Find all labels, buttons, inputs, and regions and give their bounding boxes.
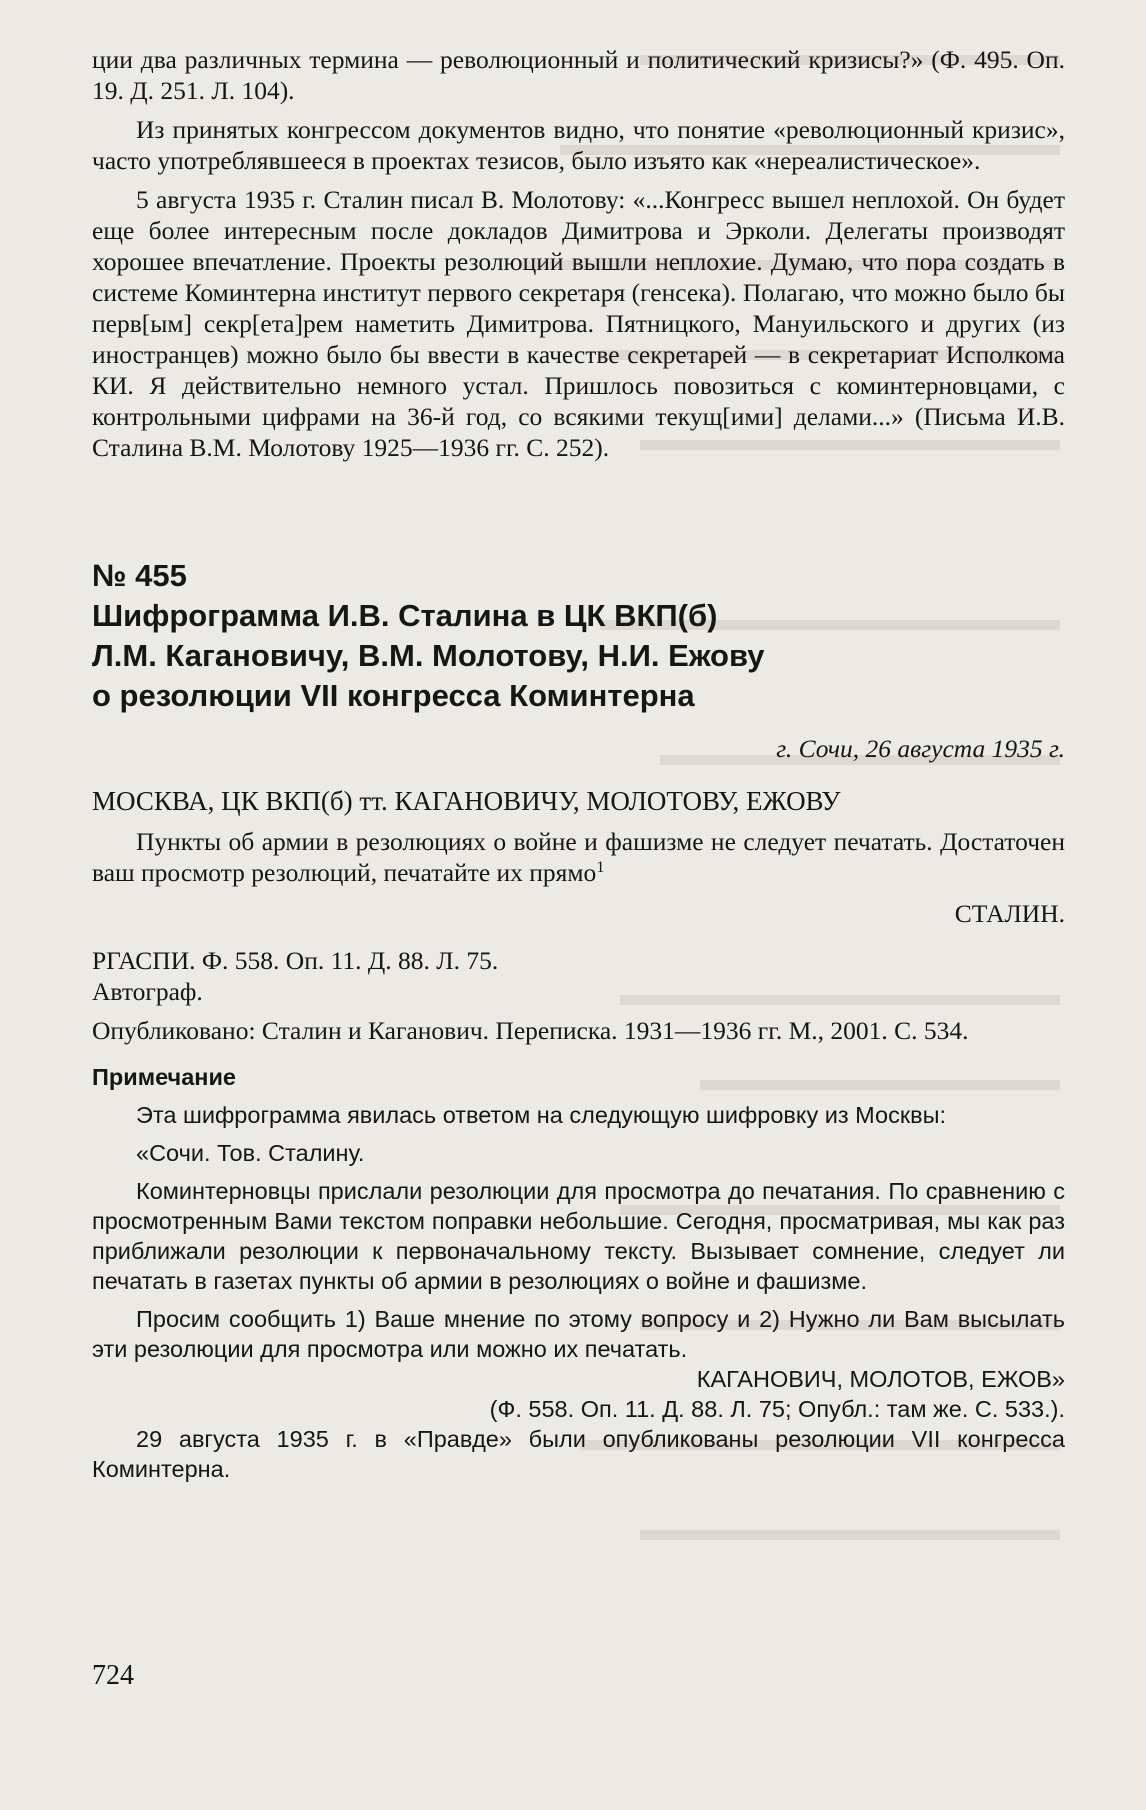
autograph-note: Автограф. — [92, 977, 203, 1006]
footnote-mark: 1 — [596, 859, 605, 876]
note-heading: Примечание — [92, 1064, 236, 1090]
text-column — [92, 44, 1065, 1484]
note-paragraph-4: Просим сообщить 1) Ваше мнение по этому вопросу и 2) Нужно ли Вам высылать эти резолюции для просмотра или можно их печатать. — [92, 1306, 1065, 1362]
note-paragraph-1: Эта шифрограмма явилась ответом на следующую шифровку из Москвы: — [136, 1102, 947, 1128]
document-title-line-3: о резолюции VII конгресса Коминтерна — [92, 678, 695, 713]
intro-paragraph-3: 5 августа 1935 г. Сталин писал В. Молотову: «...Конгресс вышел неплохой. Он будет еще более интересным после докладов Димитрова и Эрколи. Делегаты производят хорошее впечатление. Проекты резолюций вышли неплохие. Думаю, что пора создать в системе Коминтерна институт первого секретаря (генсека). Полагаю, что можно было бы перв[ым] секр[ета]рем наметить Димитрова. Пятницкого, Мануильского и других (из иностранцев) можно было бы ввести в качестве секретарей — в секретариат Исполкома КИ. Я действительно немного устал. Пришлось повозиться с коминтерновцами, с контрольными цифрами на 36-й год, со всякими текущ[ими] делами...» (Письма И.В. Сталина В.М. Молотову 1925—1936 гг. С. 252). — [92, 185, 1065, 462]
telegram-body — [92, 826, 1065, 888]
intro-paragraph-1: ции два различных термина — революционный и политический кризисы?» (Ф. 495. Оп. 19. Д. 251. Л. 104). — [92, 45, 1065, 105]
telegram-signature: СТАЛИН. — [954, 899, 1065, 928]
document-title-line-1: Шифрограмма И.В. Сталина в ЦК ВКП(б) — [92, 598, 718, 633]
telegram-body-text: Пункты об армии в резолюциях о войне и фашизме не следует печатать. Достаточен ваш просмотр резолюций, печатайте их прямо — [92, 827, 1065, 887]
telegram-address: МОСКВА, ЦК ВКП(б) тт. КАГАНОВИЧУ, МОЛОТОВУ, ЕЖОВУ — [92, 786, 841, 816]
document-number: № 455 — [92, 558, 187, 593]
note-paragraph-3: Коминтерновцы прислали резолюции для просмотра до печатания. По сравнению с просмотренным Вами текстом поправки небольшие. Сегодня, просматривая, мы как раз приближали резолюции к первоначальному тексту. Вызывает сомнение, следует ли печатать в газетах пункты об армии в резолюциях о войне и фашизме. — [92, 1178, 1065, 1294]
intro-paragraph-2: Из принятых конгрессом документов видно, что понятие «революционный кризис», часто употреблявшееся в проектах тезисов, было изъято как «нереалистическое». — [92, 115, 1065, 175]
note-closing: 29 августа 1935 г. в «Правде» были опубликованы резолюции VII конгресса Коминтерна. — [92, 1426, 1065, 1482]
publication-reference: Опубликовано: Сталин и Каганович. Переписка. 1931—1936 гг. М., 2001. С. 534. — [92, 1016, 969, 1045]
note-archive-reference: (Ф. 558. Оп. 11. Д. 88. Л. 75; Опубл.: там же. С. 533.). — [489, 1396, 1065, 1422]
note-signature: КАГАНОВИЧ, МОЛОТОВ, ЕЖОВ» — [696, 1366, 1065, 1392]
place-date: г. Сочи, 26 августа 1935 г. — [776, 734, 1065, 763]
document-title-line-2: Л.М. Кагановичу, В.М. Молотову, Н.И. Ежову — [92, 638, 765, 673]
archive-reference: РГАСПИ. Ф. 558. Оп. 11. Д. 88. Л. 75. — [92, 946, 499, 975]
note-paragraph-2: «Сочи. Тов. Сталину. — [136, 1140, 365, 1166]
page-number: 724 — [92, 1660, 134, 1691]
